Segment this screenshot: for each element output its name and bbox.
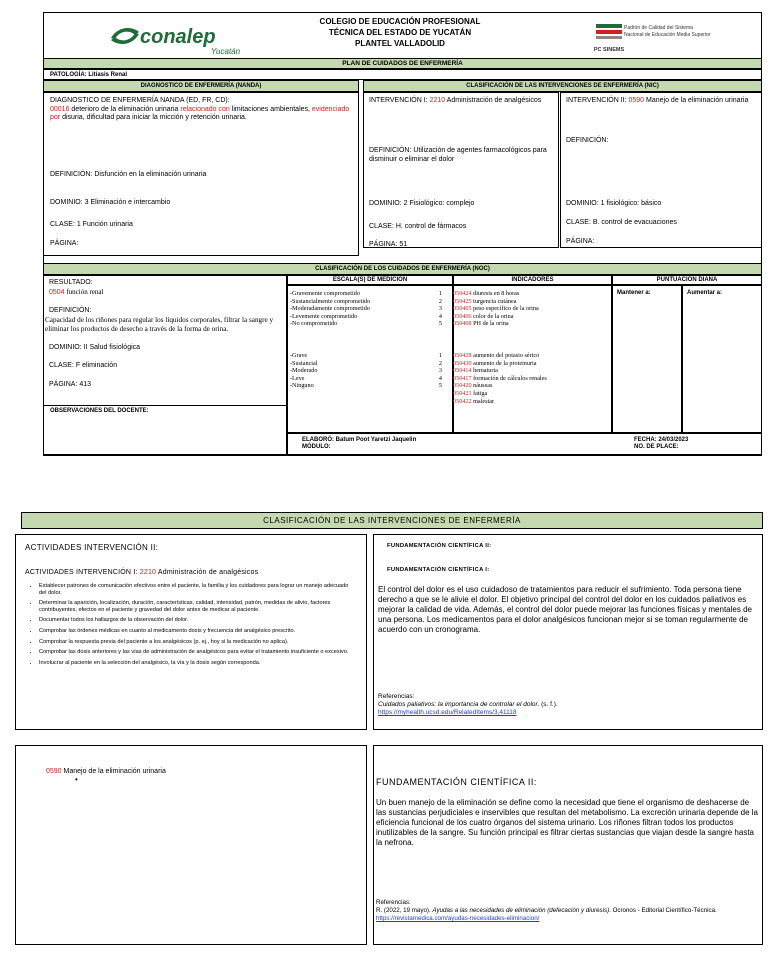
- noc-result: [49, 288, 281, 298]
- elaborated-by: ELABORÓ: Batum Poot Yaretzi Jaquelin: [302, 437, 417, 443]
- nanda-class: CLASE: 1 Función urinaria: [50, 221, 133, 228]
- indicator-row: [453, 360, 611, 368]
- nic-intervention-2: [560, 92, 762, 248]
- nic-i2-name: Manejo de la eliminación urinaria: [644, 97, 749, 104]
- increase-label: Aumentar a:: [687, 290, 723, 296]
- indicator-text: turgencia cutánea: [471, 297, 517, 305]
- activity-item: • Determinar la aparición, localización, duración, características, calidad, intensidad, patrón, medidas de alivio, factores contribuyentes, efectos en el paciente y gravedad del dolor antes de medicar al paciente.: [39, 600, 357, 613]
- nic-i2-prefix: INTERVENCIÓN II:: [566, 97, 629, 104]
- nanda-text: disuria, dificultad para iniciar la micción y retención urinaria.: [60, 114, 247, 121]
- logo-subtext: Yucatán: [211, 47, 241, 56]
- indicator-text: malestar: [471, 397, 495, 405]
- noc-definition-label: DEFINICIÓN:: [49, 307, 92, 314]
- reference-1: [378, 693, 758, 717]
- activity-item: • Comprobar las dosis anteriores y las vías de administración de analgésicos para evitar el tratamiento insuficiente o excesivo.: [39, 649, 357, 656]
- scale-header: ESCALA(S) DE MEDICIÓN: [287, 275, 453, 285]
- teacher-observations: OBSERVACIONES DEL DOCENTE:: [43, 405, 287, 455]
- pathology-row: PATOLOGÍA: Litiasis Renal: [43, 69, 762, 80]
- activities-list: [25, 583, 357, 666]
- institution-line: TÉCNICA DEL ESTADO DE YUCATÁN: [328, 28, 472, 37]
- nic-i1-class: CLASE: H. control de fármacos: [369, 223, 467, 230]
- nanda-evidenced: evidenciado por: [50, 105, 350, 121]
- ref2-label: Referencias:: [376, 899, 411, 906]
- indicator-row: [453, 382, 611, 390]
- scale-row: [290, 298, 450, 306]
- activities-i-code: 2210: [139, 569, 157, 576]
- scale-number: 4: [438, 374, 442, 382]
- scale-label: -Ninguno: [290, 382, 314, 390]
- scale-label: -Moderado: [290, 367, 318, 375]
- intervention-ii-name: Manejo de la eliminación urinaria: [61, 768, 166, 775]
- institution-name: [290, 16, 510, 49]
- fund-ii-label: FUNDAMENTACIÓN CIENTÍFICA II:: [376, 777, 537, 787]
- scale-label: -Leve: [290, 374, 305, 382]
- scale-row: [290, 290, 450, 298]
- intervention-ii-box: [15, 745, 367, 945]
- fundamentation-i-box: [373, 534, 763, 730]
- nanda-domain: DOMINIO: 3 Eliminación e intercambio: [50, 199, 171, 206]
- indicator-list-1: [453, 290, 611, 328]
- nic-i1-prefix: INTERVENCIÓN I:: [369, 97, 430, 104]
- nic-i1-definition: DEFINICIÓN: Utilización de agentes farmacológicos para disminuir o eliminar el dolor: [369, 147, 547, 163]
- maintain-column: [612, 285, 682, 433]
- scale-number: 5: [438, 382, 442, 390]
- nanda-definition: DEFINICIÓN: Disfunción en la eliminación urinaria: [50, 171, 207, 178]
- indicator-row: [453, 313, 611, 321]
- scale-number: 5: [438, 320, 442, 328]
- nanda-text: deterioro de la eliminación urinaria: [69, 105, 181, 113]
- fundamentation-ii-box: [373, 745, 763, 945]
- indicator-text: peso específico de la orina: [471, 305, 539, 313]
- ref1-title: Cuidados paliativos: la importancia de controlar el dolor.: [378, 701, 540, 708]
- conalep-swirl-icon: [108, 24, 142, 48]
- ref1-tail: (s. f.).: [539, 701, 558, 708]
- indicator-text: náuseas: [471, 382, 493, 390]
- ref1-citation: [378, 701, 758, 709]
- nic-intervention-1: [363, 92, 559, 248]
- noc-result-code: 0504: [49, 288, 65, 296]
- indicator-code: 050406: [453, 312, 472, 320]
- scale-label: -Gravemente comprometido: [290, 290, 360, 297]
- sinems-label: PC SINEMS: [593, 47, 625, 53]
- activities-i-name: Administración de analgésicos: [156, 569, 259, 576]
- scale-label: -Grave: [290, 352, 308, 359]
- ref2-head: R. (2022, 19 mayo).: [376, 907, 433, 914]
- noc-definition-text: Capacidad de los riñones para regular los líquidos corporales, filtrar la sangre y eliminar los productos de desecho a través de la forma de orina.: [45, 315, 274, 333]
- sinems-line: Padrón de Calidad del Sistema: [624, 25, 693, 31]
- scale-row: [290, 375, 450, 383]
- noc-result-label: RESULTADO:: [49, 279, 93, 286]
- scale-label: -Sustancial: [290, 359, 318, 367]
- indicator-text: diuresis en 8 horas: [471, 290, 520, 297]
- intervention-ii-title: [46, 768, 336, 775]
- scale-label: -Levemente comprometido: [290, 312, 358, 320]
- reference-2: [376, 899, 760, 923]
- activity-item: • Comprobar la respuesta previa del paciente a los analgésicos (p. ej., hoy si la medicación no aplica).: [39, 639, 357, 646]
- fund-i-label: FUNDAMENTACIÓN CIENTÍFICA I:: [387, 567, 490, 573]
- activities-ii-label: ACTIVIDADES INTERVENCIÓN II:: [25, 543, 159, 552]
- indicator-code: 050420: [453, 382, 472, 390]
- indicator-row: [453, 398, 611, 406]
- ref1-label: Referencias:: [378, 693, 415, 700]
- indicator-code: 050417: [453, 374, 472, 382]
- indicator-text: formación de cálculos renales: [471, 374, 547, 382]
- nanda-header: DIAGNOSTICO DE ENFERMERÍA (NANDA): [43, 80, 359, 92]
- indicator-row: [453, 320, 611, 328]
- nanda-label: DIAGNOSTICO DE ENFERMERÍA NANDA (ED, FR, CD):: [50, 97, 230, 104]
- scale-row: [290, 320, 450, 328]
- scale-row: [290, 352, 450, 360]
- indicator-text: color de la orina: [471, 312, 514, 320]
- ref2-title: Ayudas a las necesidades de eliminación (defecación y diuresis): [432, 907, 610, 914]
- scale-row: [290, 367, 450, 375]
- indicator-code: 050414: [453, 367, 472, 375]
- indicator-code: 050425: [453, 297, 472, 305]
- indicator-row: [453, 305, 611, 313]
- plan-title-band: PLAN DE CUIDADOS DE ENFERMERÍA: [43, 58, 762, 69]
- conalep-logo: [108, 22, 258, 56]
- noc-header: CLASIFICACIÓN DE LOS CUIDADOS DE ENFERMERÍA (NOC): [43, 263, 762, 275]
- indicator-row: [453, 352, 611, 360]
- indicator-row: [453, 375, 611, 383]
- nanda-code: 00016: [50, 105, 70, 113]
- nic-i1-page: PÁGINA: 51: [369, 241, 408, 248]
- scale-number: 3: [438, 305, 442, 313]
- activities-i-prefix: ACTIVIDADES INTERVENCIÓN I:: [25, 569, 140, 576]
- sinems-logo: [592, 20, 626, 52]
- scale-list-1: [290, 290, 450, 328]
- activity-item: • Documentar todos los hallazgos de la observación del dolor.: [39, 617, 357, 624]
- nanda-related: relacionado con: [180, 105, 230, 113]
- nic-i1-name: Administración de analgésicos: [445, 97, 542, 104]
- ref2-citation: [376, 907, 760, 923]
- intervention-ii-code: 0590: [46, 768, 62, 775]
- activities-box: [15, 534, 367, 730]
- fund-i-text: El control del dolor es el uso cuidadoso de tratamientos para reducir el sufrimiento. Toda persona tiene derecho a que se le alivie el dolor. El objetivo principal del control del dolor en los cuidados paliativos es mejorar la calidad de vida. Además, el control del dolor puede mejorar las funciones físicas y mentales de una persona. Los medicamentos para el dolor analgésicos funcionan mejor si se toman regularmente de acuerdo con un cronograma.: [378, 585, 752, 634]
- indicator-code: 050421: [453, 389, 472, 397]
- indicator-text: fatiga: [471, 389, 488, 397]
- indicator-list-2: [453, 352, 611, 405]
- institution-line: PLANTEL VALLADOLID: [355, 39, 445, 48]
- scale-row: [290, 382, 450, 390]
- indicator-code: 050430: [453, 359, 472, 367]
- maintain-label: Mantener a:: [617, 290, 651, 296]
- indicator-row: [453, 390, 611, 398]
- sinems-emblem-icon: [592, 20, 626, 42]
- indicator-text: aumento de la proteinuria: [471, 359, 537, 367]
- nanda-box: [43, 92, 359, 256]
- ref1-link[interactable]: https://myhealth.ucsd.edu/RelatedItems/3,41118: [378, 709, 517, 716]
- scale-number: 3: [438, 367, 442, 375]
- nic-i2-domain: DOMINIO: 1 fisiológico: básico: [566, 200, 662, 207]
- scale-number: 2: [438, 297, 442, 305]
- date: FECHA: 24/03/2023: [634, 437, 689, 443]
- indicator-code: 050405: [453, 305, 472, 313]
- activities-i-title: [25, 569, 357, 576]
- nic-i2-definition: DEFINICIÓN:: [566, 137, 609, 144]
- nic-i1-domain: DOMINIO: 2 Fisiológico: complejo: [369, 200, 475, 207]
- sinems-text: [624, 25, 744, 39]
- intervention-ii-bullet: •: [75, 775, 78, 784]
- nic-i2-page: PÁGINA:: [566, 238, 595, 245]
- indicator-code: 050422: [453, 397, 472, 405]
- nanda-diagnosis: [50, 106, 352, 123]
- nic-i2-title: [566, 97, 756, 106]
- logo-text: conalep: [140, 26, 216, 48]
- ref2-link[interactable]: https://revistamedica.com/ayudas-necesidades-eliminacion/: [376, 915, 540, 922]
- indicator-row: [453, 298, 611, 306]
- scale-number: 4: [438, 312, 442, 320]
- indicator-code: 050408: [453, 320, 472, 328]
- scale-row: [290, 313, 450, 321]
- indicator-code: 050428: [453, 352, 472, 359]
- fund-ii-small-label: FUNDAMENTACIÓN CIENTÍFICA II:: [387, 543, 492, 549]
- noc-domain: DOMINIO: II Salud fisiológica: [49, 343, 141, 351]
- scale-label: -Moderadamente comprometido: [290, 305, 370, 313]
- place-number: NO. DE PLACE:: [634, 444, 679, 450]
- nic-i1-code: 2210: [429, 97, 446, 104]
- noc-result-name: función renal: [64, 287, 104, 296]
- score-header: PUNTUACIÓN DIANA: [612, 275, 762, 285]
- scale-number: 2: [438, 359, 442, 367]
- indicator-row: [453, 290, 611, 298]
- indicator-row: [453, 367, 611, 375]
- nic-i1-title: [369, 97, 553, 106]
- scale-label: -Sustancialmente comprometido: [290, 297, 371, 305]
- institution-line: COLEGIO DE EDUCACIÓN PROFESIONAL: [319, 17, 481, 26]
- scale-label: -No comprometido: [290, 320, 338, 328]
- activity-item: • Establecer patrones de comunicación efectivos entre el paciente, la familia y los cuidadores para lograr un manejo adecuado del dolor.: [39, 583, 357, 596]
- indicator-text: aumento del potasio sérico: [471, 352, 540, 359]
- fund-ii-text: Un buen manejo de la eliminación se define como la necesidad que tiene el organismo de deshacerse de las sustancias perjudiciales e inservibles que resultan del metabolismo. La excreción urinaria depende de la eficiencia funcional de los cuatro órganos del sistema urinario. Los riñones filtran todos los productos inutilizables de la sangre. Su función principal es filtrar ciertas sustancias que viajan desde la sangre hasta la nefrona.: [376, 798, 758, 847]
- noc-page: PÁGINA: 413: [49, 380, 92, 388]
- ref2-tail: . Ocronos - Editorial Científico-Técnica.: [609, 907, 717, 914]
- indicator-text: hematuria: [471, 367, 498, 375]
- indicator-code: 050424: [453, 290, 472, 297]
- scale-number: 1: [438, 352, 442, 359]
- scale-row: [290, 305, 450, 313]
- page2-title-band: CLASIFICACIÓN DE LAS INTERVENCIONES DE ENFERMERÍA: [21, 512, 763, 529]
- activity-item: • Comprobar las órdenes médicas en cuanto al medicamento dosis y frecuencia del analgésico prescrito.: [39, 628, 357, 635]
- scale-row: [290, 360, 450, 368]
- nic-i2-code: 0590: [628, 97, 645, 104]
- nic-i2-class: CLASE: B. control de evacuaciones: [566, 219, 677, 226]
- nanda-text: limitaciones ambientales,: [229, 105, 312, 113]
- nic-header: CLASIFICACIÓN DE LAS INTERVENCIONES DE ENFERMERÍA (NIC): [363, 80, 762, 92]
- indicators-header: INDICADORES: [453, 275, 612, 285]
- activity-item: • Involucrar al paciente en la selección del analgésico, la vía y la dosis según corresponda.: [39, 660, 357, 667]
- noc-class: CLASE: F eliminación: [49, 362, 118, 369]
- increase-column: [682, 285, 762, 433]
- module: MÓDULO:: [302, 444, 331, 450]
- scale-list-2: [290, 352, 450, 390]
- nanda-page: PÁGINA:: [50, 240, 79, 247]
- sinems-line: Nacional de Educación Media Superior: [624, 32, 711, 38]
- scale-number: 1: [438, 290, 442, 297]
- indicator-text: PH de la orina: [471, 320, 509, 328]
